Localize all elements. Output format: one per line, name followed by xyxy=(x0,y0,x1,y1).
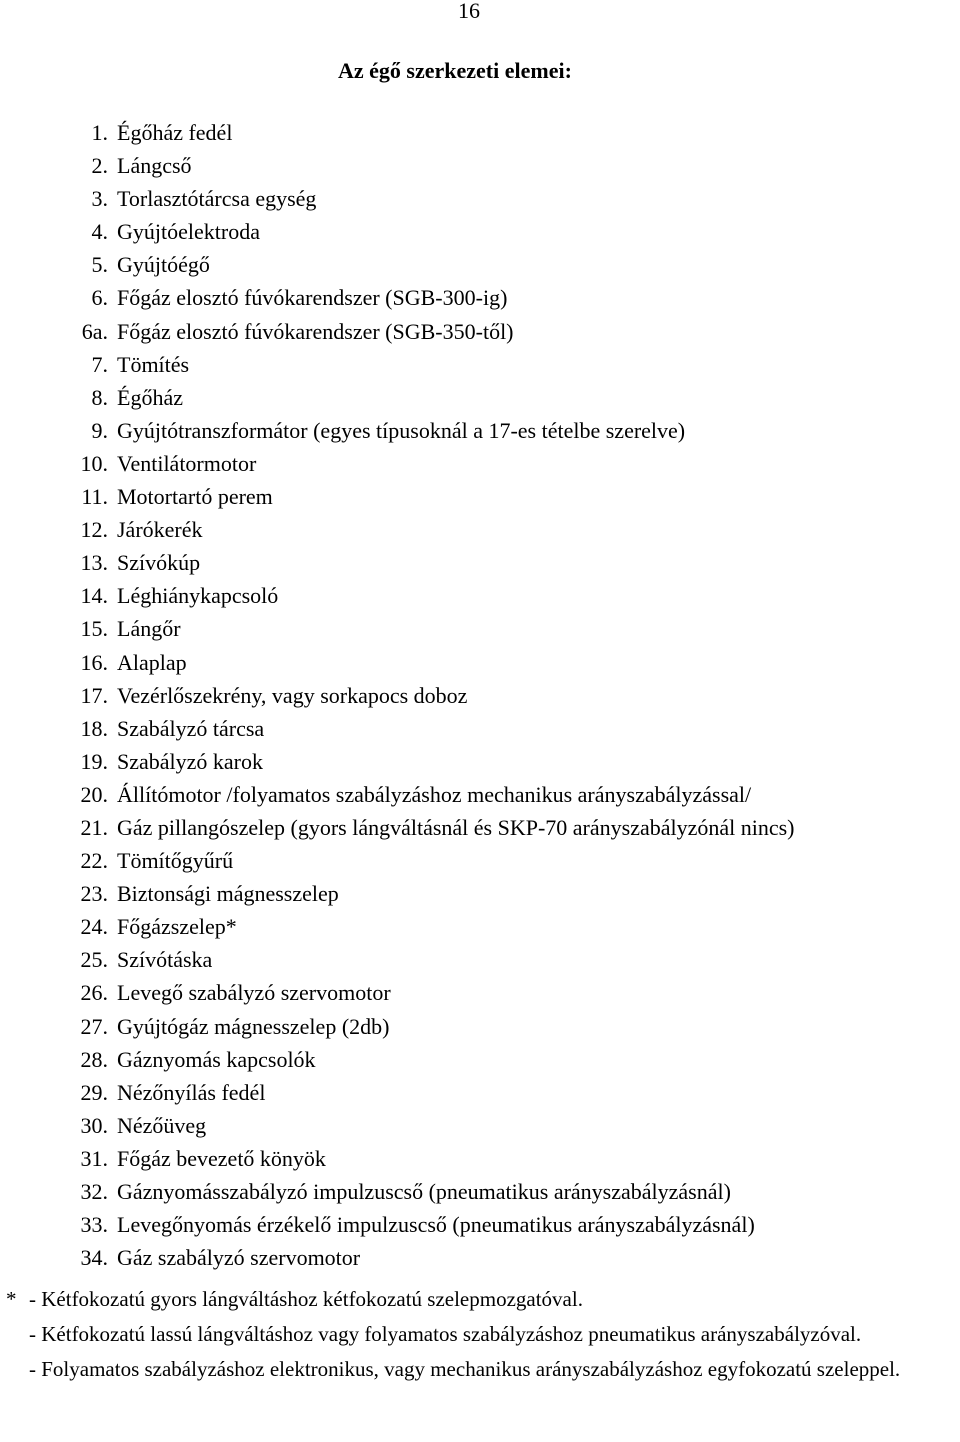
list-item-label: Gyújtóégő xyxy=(117,252,210,278)
list-item xyxy=(0,447,960,480)
list-item-label: Levegő szabályzó szervomotor xyxy=(117,980,391,1006)
list-item-number: 13. xyxy=(80,550,108,576)
footnote-marker: * xyxy=(6,1287,17,1311)
list-item-number: 1. xyxy=(91,120,108,145)
list-item xyxy=(0,1175,960,1208)
list-item xyxy=(0,215,960,248)
list-item xyxy=(0,646,960,679)
footnote-text: - Kétfokozatú lassú lángváltáshoz vagy folyamatos szabályzáshoz pneumatikus arányszabályzóval. xyxy=(29,1322,862,1346)
list-item-number: 28. xyxy=(80,1046,108,1072)
list-item xyxy=(0,149,960,182)
list-item xyxy=(0,1142,960,1175)
list-item-label: Lángcső xyxy=(117,153,192,179)
list-item-number: 7. xyxy=(91,351,108,377)
list-item xyxy=(0,712,960,745)
footnote-text: - Kétfokozatú gyors lángváltáshoz kétfokozatú szelepmozgatóval. xyxy=(29,1287,583,1311)
list-item-label: Gyújtógáz mágnesszelep (2db) xyxy=(117,1013,390,1039)
list-item-label: Gáz szabályzó szervomotor xyxy=(117,1245,361,1271)
list-item xyxy=(0,546,960,579)
list-item-label: Szívókúp xyxy=(117,550,201,576)
list-item-number: 18. xyxy=(80,715,108,741)
list-item xyxy=(0,1109,960,1142)
page-number: 16 xyxy=(458,0,480,23)
list-item xyxy=(0,811,960,844)
list-item-number: 32. xyxy=(80,1179,108,1204)
list-item xyxy=(0,480,960,513)
list-item xyxy=(0,612,960,645)
list-item-number: 9. xyxy=(91,417,108,443)
list-item-label: Alaplap xyxy=(117,649,187,675)
list-item-label: Gáznyomás kapcsolók xyxy=(117,1046,316,1072)
list-item xyxy=(0,1076,960,1109)
parts-list xyxy=(0,116,960,1274)
list-item-label: Főgáz elosztó fúvókarendszer (SGB-350-től) xyxy=(117,318,514,344)
footnotes xyxy=(0,1284,960,1389)
list-item xyxy=(0,414,960,447)
list-item-label: Gyújtótranszformátor (egyes típusoknál a 17-es tételbe szerelve) xyxy=(117,417,686,443)
list-item-label: Járókerék xyxy=(117,517,203,543)
list-item-number: 6. xyxy=(91,285,108,311)
list-item-label: Szívótáska xyxy=(117,947,213,973)
list-item-number: 15. xyxy=(80,616,108,642)
list-item-label: Tömítés xyxy=(117,351,190,377)
list-item xyxy=(0,910,960,943)
list-item-number: 20. xyxy=(80,781,108,807)
list-item-number: 16. xyxy=(80,649,108,675)
list-item-number: 25. xyxy=(80,947,108,973)
list-item-label: Szabályzó tárcsa xyxy=(117,715,265,741)
list-item-number: 33. xyxy=(80,1212,108,1238)
list-item-label: Levegőnyomás érzékelő impulzuscső (pneumatikus arányszabályzásnál) xyxy=(117,1212,755,1238)
list-item-label: Vezérlőszekrény, vagy sorkapocs doboz xyxy=(117,682,468,708)
list-item xyxy=(0,281,960,314)
list-item-label: Gyújtóelektroda xyxy=(117,219,260,245)
list-item-label: Állítómotor /folyamatos szabályzáshoz mechanikus arányszabályzással/ xyxy=(117,781,752,807)
list-item xyxy=(0,679,960,712)
list-item xyxy=(0,381,960,414)
list-item-number: 30. xyxy=(80,1112,108,1138)
footnote-item xyxy=(0,1354,960,1384)
list-item-label: Főgáz bevezető könyök xyxy=(117,1145,326,1171)
list-item-number: 8. xyxy=(91,384,108,410)
list-item-label: Tömítőgyűrű xyxy=(117,848,234,874)
section-heading: Az égő szerkezeti elemei: xyxy=(338,58,572,83)
list-item-number: 34. xyxy=(80,1245,108,1271)
list-item xyxy=(0,579,960,612)
list-item xyxy=(0,976,960,1009)
list-item-label: Nézőnyílás fedél xyxy=(117,1079,266,1105)
list-item xyxy=(0,1241,960,1274)
list-item-label: Torlasztótárcsa egység xyxy=(117,186,317,212)
list-item-label: Főgáz elosztó fúvókarendszer (SGB-300-ig) xyxy=(117,285,508,311)
list-item-number: 27. xyxy=(80,1013,108,1039)
list-item-number: 23. xyxy=(80,881,108,907)
list-item-number: 3. xyxy=(91,186,108,212)
list-item xyxy=(0,1043,960,1076)
list-item-label: Biztonsági mágnesszelep xyxy=(117,881,339,907)
list-item xyxy=(0,248,960,281)
list-item-number: 10. xyxy=(80,450,108,476)
footnote-item xyxy=(0,1319,960,1349)
list-item-number: 6a. xyxy=(81,318,108,344)
list-item-number: 24. xyxy=(80,914,108,940)
list-item-label: Ventilátormotor xyxy=(117,450,257,476)
footnote-text: - Folyamatos szabályzáshoz elektronikus, vagy mechanikus arányszabályzáshoz egyfokozatú szeleppel. xyxy=(29,1357,901,1381)
list-item-number: 4. xyxy=(91,219,108,245)
list-item xyxy=(0,1010,960,1043)
list-item-label: Égőház xyxy=(117,384,183,410)
list-item-label: Gáznyomásszabályzó impulzuscső (pneumatikus arányszabályzásnál) xyxy=(117,1179,731,1204)
list-item xyxy=(0,778,960,811)
list-item-label: Főgázszelep* xyxy=(117,914,237,940)
list-item-label: Gáz pillangószelep (gyors lángváltásnál és SKP-70 arányszabályzónál nincs) xyxy=(117,814,795,840)
list-item-label: Léghiánykapcsoló xyxy=(117,583,279,609)
list-item-number: 5. xyxy=(91,252,108,278)
list-item-number: 21. xyxy=(80,814,108,840)
list-item xyxy=(0,1208,960,1241)
list-item-label: Nézőüveg xyxy=(117,1112,207,1138)
list-item xyxy=(0,943,960,976)
list-item-number: 19. xyxy=(80,748,108,774)
list-item xyxy=(0,182,960,215)
list-item-number: 26. xyxy=(80,980,108,1006)
list-item xyxy=(0,315,960,348)
list-item xyxy=(0,745,960,778)
list-item-label: Lángőr xyxy=(117,616,181,642)
list-item-number: 29. xyxy=(80,1079,108,1105)
list-item-number: 14. xyxy=(80,583,108,609)
list-item-number: 17. xyxy=(80,682,108,708)
list-item-number: 12. xyxy=(80,517,108,543)
list-item-label: Motortartó perem xyxy=(117,484,273,510)
list-item xyxy=(0,844,960,877)
list-item-number: 22. xyxy=(80,848,108,874)
list-item xyxy=(0,877,960,910)
list-item-number: 11. xyxy=(81,484,108,510)
footnote-item xyxy=(0,1284,960,1314)
list-item-number: 2. xyxy=(91,153,108,179)
list-item-label: Szabályzó karok xyxy=(117,748,263,774)
list-item-label: Égőház fedél xyxy=(117,120,233,145)
list-item xyxy=(0,116,960,149)
list-item xyxy=(0,513,960,546)
list-item xyxy=(0,348,960,381)
list-item-number: 31. xyxy=(80,1145,108,1171)
